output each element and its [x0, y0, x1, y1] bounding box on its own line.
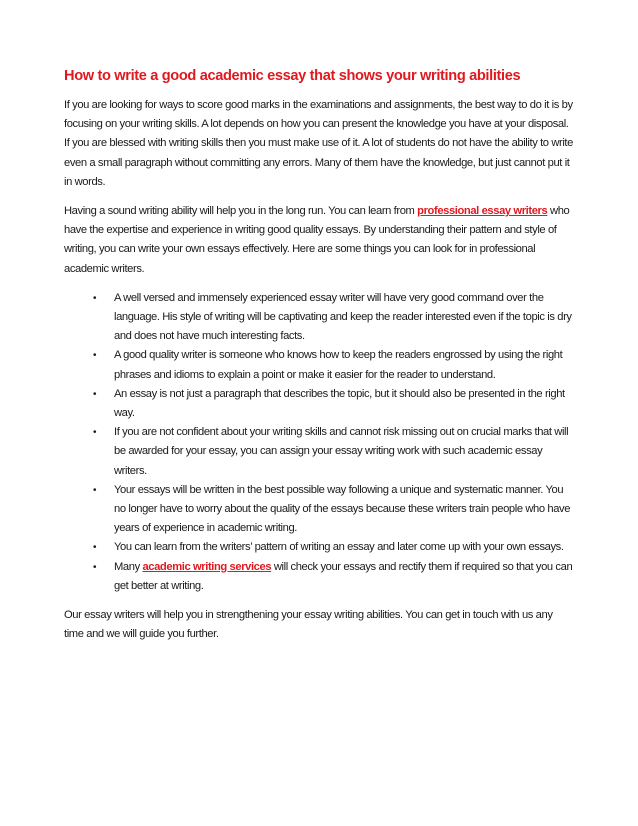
- list-item-text: A good quality writer is someone who knows how to keep the readers engrossed by using the right phrases and idioms to explain a point or make it easier for the reader to understand.: [114, 349, 563, 381]
- list-item-text: An essay is not just a paragraph that describes the topic, but it should also be presented in the right way.: [114, 387, 565, 420]
- list-item-text: Your essays will be written in the best possible way following a unique and systematic manner. You no longer have to worry about the quality of the essays because these writers train people who have years of experience in academic writing.: [114, 483, 571, 535]
- bullet-icon: •: [93, 484, 97, 496]
- bullet-icon: •: [93, 350, 97, 362]
- list-item: [64, 385, 574, 423]
- list-item: [64, 558, 574, 596]
- list-item: [64, 289, 574, 347]
- writers-paragraph-text-end: who have the expertise and experience in writing good quality essays. By understanding their pattern and style of writing, you can write your own essays effectively. Here are some things you can look for in professional academic writers.: [64, 205, 570, 275]
- list-item-text: You can learn from the writers’ pattern of writing an essay and later come up with your own essays.: [114, 541, 564, 554]
- list-item: [64, 481, 574, 539]
- list-item: [64, 538, 574, 557]
- closing-paragraph: Our essay writers will help you in strengthening your essay writing abilities. You can get in touch with us any time and we will guide you further.: [64, 609, 553, 641]
- bullet-icon: •: [93, 561, 97, 573]
- bullet-icon: •: [93, 427, 97, 439]
- list-item: [64, 346, 574, 384]
- intro-paragraph: If you are looking for ways to score good marks in the examinations and assignments, the best way to do it is by focusing on your writing skills. A lot depends on how you can present the knowledge you have at your disposal. If you are blessed with writing skills then you must make use of it. A lot of students do not have the ability to write even a small paragraph without committing any errors. Many of them have the knowledge, but just cannot put it in words.: [64, 99, 573, 188]
- document-body: [64, 66, 574, 654]
- document-title: How to write a good academic essay that shows your writing abilities: [64, 68, 521, 84]
- list-item-text-start: Many: [114, 560, 143, 573]
- bullet-icon: •: [93, 292, 97, 304]
- writers-paragraph: [64, 202, 574, 279]
- list-item-text: If you are not confident about your writing skills and cannot risk missing out on crucial marks that will be awarded for your essay, you can assign your essay writing work with such academic essay writers.: [114, 426, 569, 477]
- qualities-bullet-list: [64, 289, 574, 596]
- bullet-icon: •: [93, 542, 97, 554]
- writers-paragraph-text-start: Having a sound writing ability will help you in the long run. You can learn from: [64, 205, 418, 218]
- list-item-text: A well versed and immensely experienced essay writer will have very good command over the language. His style of writing will be captivating and keep the reader interested even if the topic is dry and does not have much interesting facts.: [114, 291, 572, 343]
- list-item-text-end: will check your essays and rectify them if required so that you can get better at writing.: [114, 560, 573, 592]
- list-item: [64, 423, 574, 481]
- professional-essay-writers-link[interactable]: professional essay writers: [417, 205, 548, 218]
- academic-writing-services-link[interactable]: academic writing services: [142, 560, 272, 573]
- bullet-icon: •: [93, 388, 97, 400]
